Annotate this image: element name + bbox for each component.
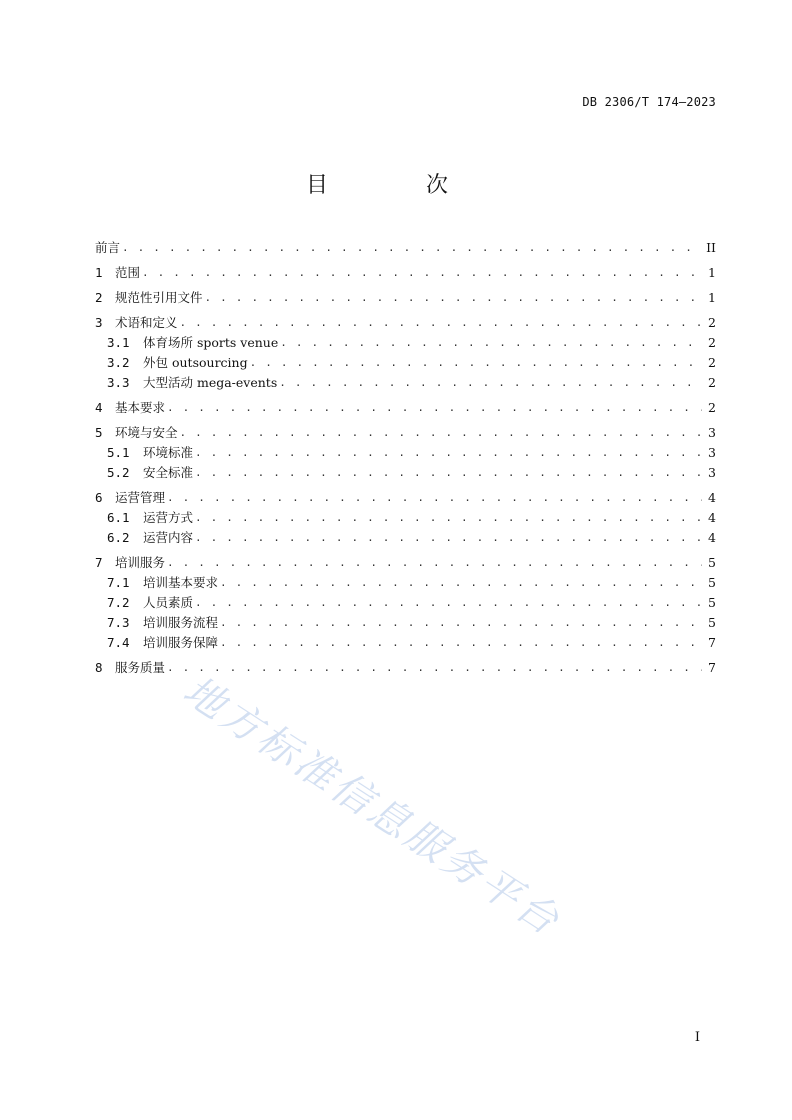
dot-leader — [195, 463, 702, 483]
page-number: I — [694, 1030, 700, 1045]
toc-entry-page: 4 — [708, 530, 716, 545]
dot-leader — [205, 288, 702, 308]
dot-leader — [167, 398, 702, 418]
toc-entry[interactable] — [95, 353, 716, 373]
toc-entry-label: 人员素质 — [143, 595, 194, 610]
toc-entry[interactable] — [95, 313, 716, 333]
toc-entry-label: 前言 — [95, 240, 121, 255]
toc-entry[interactable] — [95, 553, 716, 573]
dot-leader — [220, 573, 702, 593]
toc-entry-label: 环境与安全 — [115, 425, 178, 440]
toc-entry-label: 运营方式 — [143, 510, 194, 525]
toc-entry[interactable] — [95, 593, 716, 613]
toc-entry-number: 5 — [95, 425, 103, 440]
toc-entry-page: 2 — [708, 375, 716, 390]
dot-leader — [279, 373, 702, 393]
toc-entry[interactable] — [95, 333, 716, 353]
toc-entry-label: 环境标准 — [143, 445, 194, 460]
toc-entry[interactable] — [95, 573, 716, 593]
toc-entry-label: 基本要求 — [115, 400, 166, 415]
toc-entry-label: 运营管理 — [115, 490, 166, 505]
dot-leader — [167, 488, 702, 508]
dot-leader — [180, 313, 702, 333]
dot-leader — [250, 353, 702, 373]
table-of-contents — [95, 238, 716, 678]
toc-entry[interactable] — [95, 528, 716, 548]
toc-entry[interactable] — [95, 263, 716, 283]
toc-entry[interactable] — [95, 398, 716, 418]
toc-entry-label: 规范性引用文件 — [115, 290, 203, 305]
dot-leader — [220, 633, 702, 653]
toc-entry-page: 5 — [708, 575, 716, 590]
toc-entry-label: 运营内容 — [143, 530, 194, 545]
dot-leader — [195, 508, 702, 528]
toc-entry-number: 2 — [95, 290, 103, 305]
toc-entry-page: 5 — [708, 615, 716, 630]
toc-entry-page: 5 — [708, 595, 716, 610]
toc-entry-number: 7.1 — [107, 575, 130, 590]
toc-entry-page: 4 — [708, 490, 716, 505]
toc-entry-number: 7.4 — [107, 635, 130, 650]
toc-entry-label: 体育场所 sports venue — [143, 335, 279, 350]
toc-entry-number: 5.1 — [107, 445, 130, 460]
toc-entry-number: 3.3 — [107, 375, 130, 390]
toc-entry-page: 4 — [708, 510, 716, 525]
toc-entry-number: 6.1 — [107, 510, 130, 525]
toc-entry-label: 术语和定义 — [115, 315, 178, 330]
toc-entry-page: 2 — [708, 355, 716, 370]
toc-entry-number: 3.2 — [107, 355, 130, 370]
toc-entry-number: 6.2 — [107, 530, 130, 545]
toc-entry-page: 2 — [708, 315, 716, 330]
toc-entry[interactable] — [95, 508, 716, 528]
toc-entry-page: 3 — [708, 445, 716, 460]
toc-entry-label: 服务质量 — [115, 660, 166, 675]
toc-entry[interactable] — [95, 288, 716, 308]
dot-leader — [280, 333, 702, 353]
toc-entry[interactable] — [95, 463, 716, 483]
toc-entry-number: 5.2 — [107, 465, 130, 480]
toc-entry[interactable] — [95, 488, 716, 508]
page-title: 目 次 — [305, 173, 486, 198]
toc-entry-number: 3.1 — [107, 335, 130, 350]
toc-entry-page: 1 — [708, 290, 716, 305]
toc-entry-number: 3 — [95, 315, 103, 330]
dot-leader — [167, 658, 702, 678]
toc-entry[interactable] — [95, 423, 716, 443]
toc-entry-page: 2 — [708, 400, 716, 415]
toc-entry-page: 3 — [708, 425, 716, 440]
watermark: 地方标准信息服务平台 — [175, 667, 570, 946]
toc-entry[interactable] — [95, 658, 716, 678]
toc-entry-number: 7.2 — [107, 595, 130, 610]
dot-leader — [195, 528, 702, 548]
toc-entry-label: 培训服务 — [115, 555, 166, 570]
toc-entry-number: 1 — [95, 265, 103, 280]
toc-entry[interactable] — [95, 613, 716, 633]
toc-entry-label: 范围 — [115, 265, 141, 280]
toc-entry-page: 7 — [708, 635, 716, 650]
toc-entry-page: 3 — [708, 465, 716, 480]
dot-leader — [142, 263, 702, 283]
dot-leader — [220, 613, 702, 633]
toc-entry[interactable] — [95, 238, 716, 258]
toc-entry-number: 7.3 — [107, 615, 130, 630]
toc-entry-label: 培训基本要求 — [143, 575, 219, 590]
standard-number: DB 2306/T 174—2023 — [582, 95, 716, 109]
toc-entry-number: 8 — [95, 660, 103, 675]
dot-leader — [122, 238, 702, 258]
toc-entry-page: 7 — [708, 660, 716, 675]
toc-entry-number: 7 — [95, 555, 103, 570]
toc-entry-label: 培训服务保障 — [143, 635, 219, 650]
toc-entry-number: 4 — [95, 400, 103, 415]
toc-entry-label: 培训服务流程 — [143, 615, 219, 630]
toc-entry-label: 安全标准 — [143, 465, 194, 480]
toc-entry-number: 6 — [95, 490, 103, 505]
toc-entry-page: 1 — [708, 265, 716, 280]
toc-entry[interactable] — [95, 373, 716, 393]
toc-entry-page: 2 — [708, 335, 716, 350]
toc-entry-page: II — [706, 240, 716, 255]
toc-entry-label: 大型活动 mega-events — [143, 375, 278, 390]
toc-entry[interactable] — [95, 633, 716, 653]
toc-entry-page: 5 — [708, 555, 716, 570]
dot-leader — [195, 593, 702, 613]
toc-entry-label: 外包 outsourcing — [143, 355, 248, 370]
dot-leader — [180, 423, 702, 443]
toc-entry[interactable] — [95, 443, 716, 463]
dot-leader — [167, 553, 702, 573]
dot-leader — [195, 443, 702, 463]
